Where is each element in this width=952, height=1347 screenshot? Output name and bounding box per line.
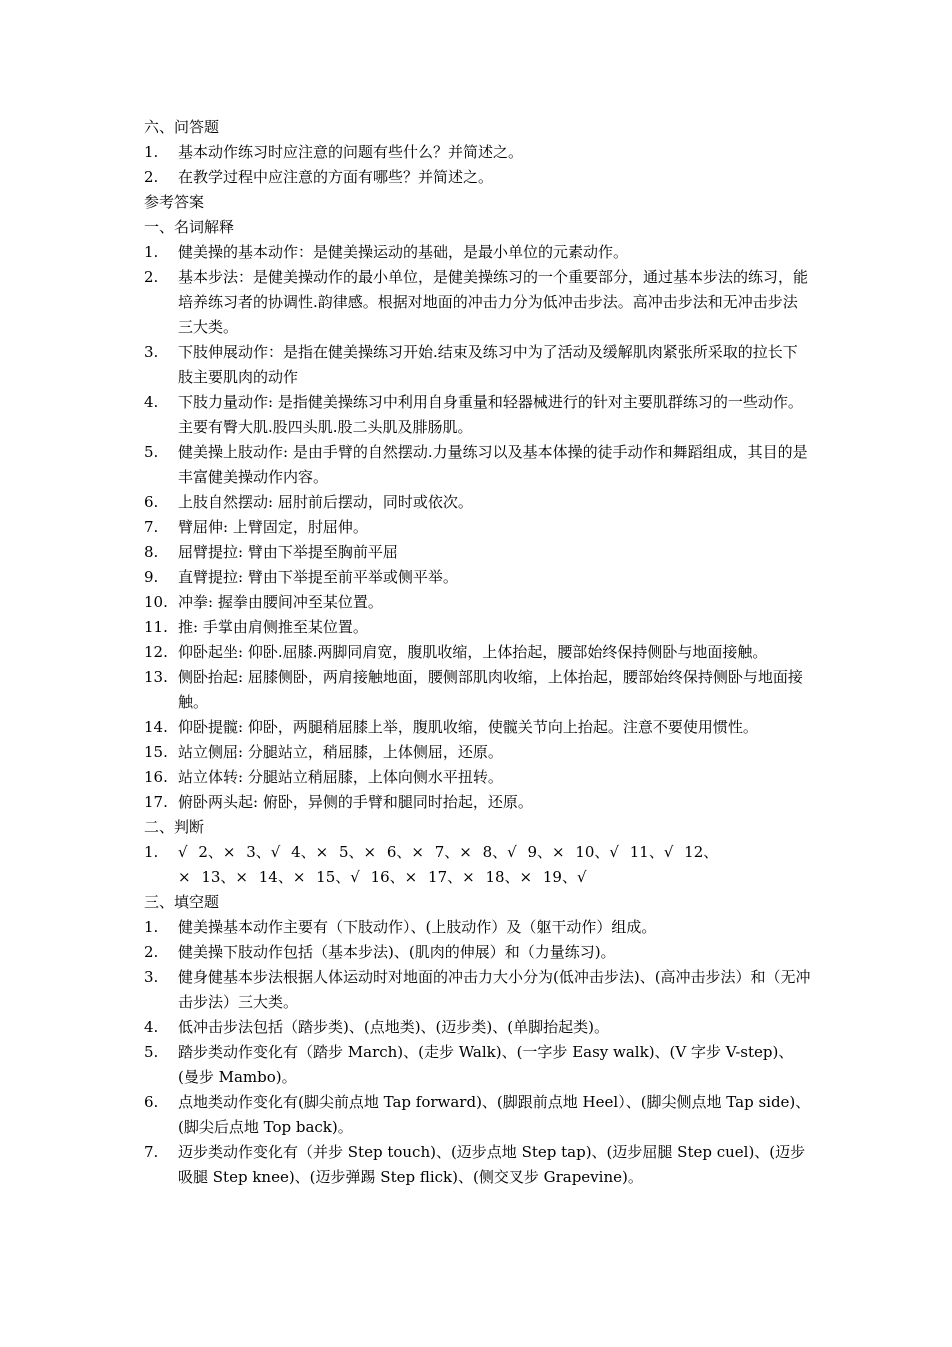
term-item: [144, 565, 812, 590]
item-text: 仰卧提髋: 仰卧，两腿稍屈膝上举，腹肌收缩，使髋关节向上抬起。注意不要使用惯性。: [178, 718, 758, 736]
item-number: 11.: [144, 618, 168, 636]
term-item: [144, 490, 812, 515]
term-item: [144, 665, 812, 715]
item-number: 2.: [144, 168, 159, 186]
fill-item: [144, 940, 812, 965]
item-text: 下肢力量动作: 是指健美操练习中利用自身重量和轻器械进行的针对主要肌群练习的一些动作。主要有臀大肌.股四头肌.股二头肌及腓肠肌。: [178, 393, 803, 436]
item-text: 迈步类动作变化有（并步 Step touch)、(迈步点地 Step tap)、(迈步屈腿 Step cuel)、(迈步吸腿 Step knee)、(迈步弹踢 Step flick)、(侧交叉步 Grapevine)。: [178, 1143, 806, 1186]
item-text: 站立侧屈: 分腿站立，稍屈膝，上体侧屈，还原。: [178, 743, 503, 761]
item-number: 16.: [144, 768, 168, 786]
item-number: 2.: [144, 268, 159, 286]
item-text: 俯卧两头起: 俯卧，异侧的手臂和腿同时抬起，还原。: [178, 793, 533, 811]
item-text: 上肢自然摆动: 屈肘前后摆动，同时或依次。: [178, 493, 473, 511]
term-item: [144, 540, 812, 565]
fill-item: [144, 1140, 812, 1190]
fill-item: [144, 965, 812, 1015]
item-text: 直臂提拉: 臂由下举提至前平举或侧平举。: [178, 568, 458, 586]
fill-item: [144, 1015, 812, 1040]
term-item: [144, 515, 812, 540]
item-text: 健身健基本步法根据人体运动时对地面的冲击力大小分为(低冲击步法)、(高冲击步法）和（无冲击步法）三大类。: [178, 968, 811, 1011]
item-text: 点地类动作变化有(脚尖前点地 Tap forward)、(脚跟前点地 Heel）、(脚尖侧点地 Tap side)、(脚尖后点地 Top back)。: [178, 1093, 811, 1136]
fill-item: [144, 1090, 812, 1140]
term-item: [144, 765, 812, 790]
item-number: 1.: [144, 143, 159, 161]
term-item: [144, 790, 812, 815]
answers-heading: 参考答案: [144, 193, 205, 211]
term-item: [144, 340, 812, 390]
term-item: [144, 590, 812, 615]
item-number: 9.: [144, 568, 159, 586]
item-number: 15.: [144, 743, 168, 761]
judge-line-2: × 13、× 14、× 15、√ 16、× 17、× 18、× 19、√: [178, 868, 587, 886]
item-number: 12.: [144, 643, 168, 661]
item-number: 7.: [144, 518, 159, 536]
item-text: 在教学过程中应注意的方面有哪些？并简述之。: [178, 168, 494, 186]
term-item: [144, 640, 812, 665]
item-text: 屈臂提拉: 臂由下举提至胸前平屈: [178, 543, 398, 561]
item-text: 下肢伸展动作：是指在健美操练习开始.结束及练习中为了活动及缓解肌肉紧张所采取的拉长下肢主要肌肉的动作: [178, 343, 798, 386]
item-text: 基本动作练习时应注意的问题有些什么？并简述之。: [178, 143, 524, 161]
term-item: [144, 240, 812, 265]
section-heading-terms: 一、名词解释: [144, 218, 235, 236]
item-number: 1.: [144, 243, 159, 261]
term-item: [144, 615, 812, 640]
item-number: 14.: [144, 718, 168, 736]
qa-item: [144, 165, 812, 190]
item-number: 5.: [144, 1043, 159, 1061]
item-text: 侧卧抬起: 屈膝侧卧，两肩接触地面，腰侧部肌肉收缩，上体抬起，腰部始终保持侧卧与地面接触。: [178, 668, 803, 711]
section-heading-fill: 三、填空题: [144, 893, 220, 911]
term-item: [144, 715, 812, 740]
item-number: 4.: [144, 393, 159, 411]
item-number: 7.: [144, 1143, 159, 1161]
item-number: 8.: [144, 543, 159, 561]
item-text: 冲拳: 握拳由腰间冲至某位置。: [178, 593, 383, 611]
item-number: 3.: [144, 968, 159, 986]
item-text: 低冲击步法包括（踏步类)、(点地类)、(迈步类)、(单脚抬起类)。: [178, 1018, 609, 1036]
item-text: 站立体转: 分腿站立稍屈膝，上体向侧水平扭转。: [178, 768, 503, 786]
item-number: 10.: [144, 593, 168, 611]
item-number: 1.: [144, 843, 159, 861]
judge-line-1: √ 2、× 3、√ 4、× 5、× 6、× 7、× 8、√ 9、× 10、√ 11、√ 12、: [178, 843, 719, 861]
item-text: 踏步类动作变化有（踏步 March)、(走步 Walk)、(一字步 Easy walk)、(V 字步 V-step)、(曼步 Mambo)。: [178, 1043, 794, 1086]
item-number: 3.: [144, 343, 159, 361]
item-text: 健美操基本动作主要有（下肢动作）、(上肢动作）及（躯干动作）组成。: [178, 918, 657, 936]
item-text: 臂屈伸: 上臂固定，肘屈伸。: [178, 518, 368, 536]
item-number: 13.: [144, 668, 168, 686]
document-page: [144, 115, 812, 1190]
item-number: 2.: [144, 943, 159, 961]
item-text: 健美操下肢动作包括（基本步法)、(肌肉的伸展）和（力量练习)。: [178, 943, 616, 961]
item-text: 健美操上肢动作: 是由手臂的自然摆动.力量练习以及基本体操的徒手动作和舞蹈组成，其目的是丰富健美操动作内容。: [178, 443, 808, 486]
item-text: 基本步法：是健美操动作的最小单位，是健美操练习的一个重要部分，通过基本步法的练习，能培养练习者的协调性.韵律感。根据对地面的冲击力分为低冲击步法。高冲击步法和无冲击步法三大类。: [178, 268, 809, 336]
term-item: [144, 390, 812, 440]
qa-item: [144, 140, 812, 165]
fill-item: [144, 915, 812, 940]
item-text: 推: 手掌由肩侧推至某位置。: [178, 618, 368, 636]
item-number: 6.: [144, 1093, 159, 1111]
fill-item: [144, 1040, 812, 1090]
item-number: 4.: [144, 1018, 159, 1036]
term-item: [144, 740, 812, 765]
term-item: [144, 265, 812, 340]
section-heading-judge: 二、判断: [144, 818, 205, 836]
item-number: 6.: [144, 493, 159, 511]
item-text: 健美操的基本动作：是健美操运动的基础，是最小单位的元素动作。: [178, 243, 629, 261]
term-item: [144, 440, 812, 490]
judge-answers: [144, 840, 812, 890]
section-heading-qa: 六、问答题: [144, 118, 220, 136]
item-number: 1.: [144, 918, 159, 936]
item-number: 5.: [144, 443, 159, 461]
item-number: 17.: [144, 793, 168, 811]
item-text: 仰卧起坐: 仰卧.屈膝.两脚同肩宽，腹肌收缩，上体抬起，腰部始终保持侧卧与地面接触。: [178, 643, 768, 661]
